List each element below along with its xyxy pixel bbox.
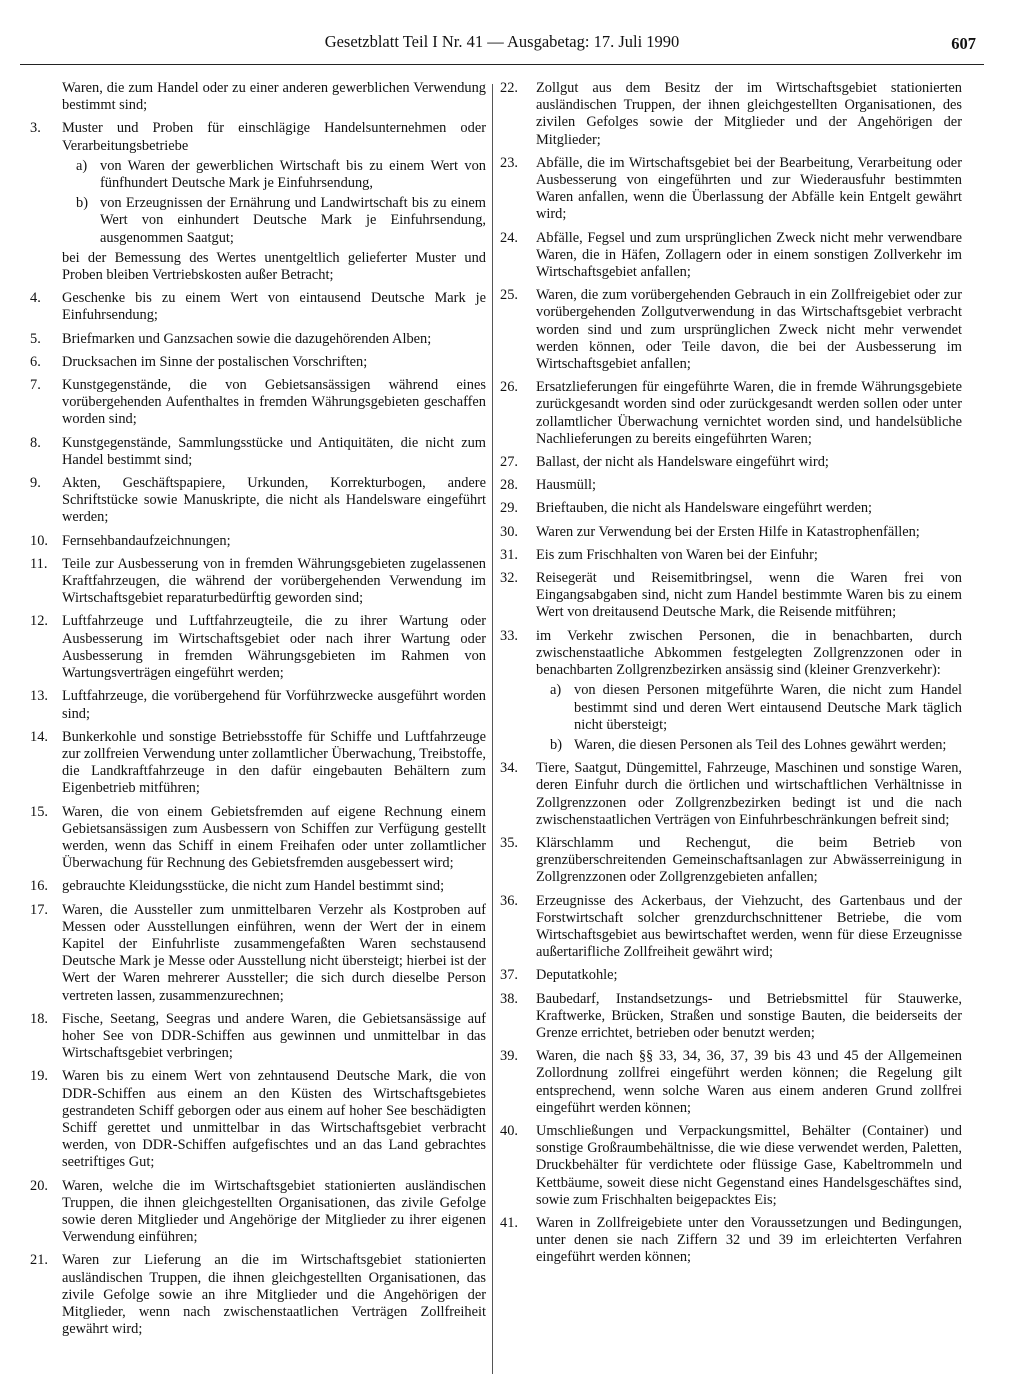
item-number: 25.	[500, 287, 518, 304]
list-item	[18, 1178, 486, 1247]
item-text: Fernsehbandaufzeichnungen;	[62, 532, 231, 549]
item-text: Fische, Seetang, Seegras und andere Waren, die Gebietsansässige auf hoher See von DDR-Schiffen aus gewinnen und unmittelbar in das Wirtschaftsgebiet verbringen;	[62, 1010, 486, 1062]
item-number: 29.	[500, 500, 518, 517]
item-number: 12.	[30, 613, 48, 630]
item-number: 18.	[30, 1010, 48, 1027]
item-number: 38.	[500, 990, 518, 1007]
left-column	[18, 80, 486, 1380]
item-text: Geschenke bis zu einem Wert von eintausend Deutsche Mark je Einfuhrsendung;	[62, 290, 486, 324]
sub-item-list	[62, 158, 486, 247]
item-text: Reisegerät und Reisemitbringsel, wenn die Waren frei von Eingangsabgaben sind, nicht zum Handel bestimmte Waren bis zu einem Wert von dreitausend Deutsche Mark, die Reisende mitführen;	[536, 570, 962, 621]
item-number: 3.	[30, 120, 41, 137]
item-text: gebrauchte Kleidungsstücke, die nicht zum Handel bestimmt sind;	[62, 878, 445, 895]
sub-item-list	[536, 682, 962, 754]
list-item	[500, 1123, 962, 1209]
item-text: Waren zur Lieferung an die im Wirtschaftsgebiet stationierten ausländischen Truppen, die ihnen gleichgestellten Organisationen, das zivile Gefolge sowie an ihre Mitglieder und die Angehörigen der Mitglieder, wenn nach zwischenstaatlichen Verträgen Zollfreiheit gewährt wird;	[62, 1252, 486, 1338]
item-text: Teile zur Ausbesserung von in fremden Währungsgebieten zugelassenen Kraftfahrzeugen, die während der vorübergehenden Verwendung im Wirtschaftsgebiet reparaturbedürftig geworden sind;	[62, 555, 486, 607]
item-number: 37.	[500, 967, 518, 984]
item-text: Waren, die zum vorübergehenden Gebrauch in ein Zollfreigebiet oder zur vorübergehenden Zollgutverwendung in das Wirtschaftsgebiet verbracht worden sind und zum ursprünglichen Zweck nicht mehr verwendet werden können, oder Teile davon, die bei der Ausbesserung im Wirtschaftsgebiet anfallen;	[536, 287, 962, 373]
item-text: Ballast, der nicht als Handelsware eingeführt wird;	[536, 454, 829, 471]
list-item	[18, 556, 486, 608]
item-number: 32.	[500, 570, 518, 587]
item-number: 21.	[30, 1252, 48, 1269]
list-item	[500, 967, 962, 984]
sub-item	[76, 195, 486, 247]
item-number: 40.	[500, 1122, 518, 1139]
list-item	[500, 379, 962, 448]
list-item	[18, 1252, 486, 1338]
item-text: Waren in Zollfreigebiete unter den Voraussetzungen und Bedingungen, unter denen sie nach Ziffern 32 und 39 im erleichterten Verfahren eingeführt werden können;	[536, 1214, 962, 1266]
item-text: Luftfahrzeuge und Luftfahrzeugteile, die zu ihrer Wartung oder Ausbesserung im Wirtschaftsgebiet oder nach ihrer Wartung oder Ausbesserung in fremden Währungsgebieten im Rahmen von Wartungsverträgen eingeführt werden;	[62, 613, 486, 682]
page-number: 607	[951, 34, 976, 53]
item-text: Zollgut aus dem Besitz der im Wirtschaftsgebiet stationierten ausländischen Truppen, der ihnen gleichgestellten Organisationen, des zivilen Gefolges sowie der Mitglieder und der Angehörigen der Mitglieder;	[536, 80, 962, 148]
item-number: 24.	[500, 229, 518, 246]
item-text: Hausmüll;	[536, 477, 596, 494]
sub-item-label: b)	[76, 195, 88, 212]
page-header	[20, 18, 984, 65]
list-item	[18, 377, 486, 429]
sub-item-label: a)	[550, 682, 562, 699]
item-text: Eis zum Frischhalten von Waren bei der Einfuhr;	[536, 546, 818, 563]
item-text: Erzeugnisse des Ackerbaus, der Viehzucht, des Gartenbaus und der Forstwirtschaft solcher grenzdurchschnittener Betriebe, die vom Wirtschaftsgebiet aus bewirtschaftet werden, wenn für diese Erzeugnisse außertarifliche Zollfreiheit gewährt wird;	[536, 892, 962, 961]
sub-item-text: von Waren der gewerblichen Wirtschaft bis zu einem Wert von fünfhundert Deutsche Mark je Einfuhrsendung,	[100, 157, 486, 192]
sub-item-text: Waren, die diesen Personen als Teil des Lohnes gewährt werden;	[574, 736, 947, 753]
item-number: 34.	[500, 760, 518, 777]
item-number: 31.	[500, 546, 518, 563]
item-text: Waren, die von einem Gebietsfremden auf eigene Rechnung einem Gebietsansässigen zum Ausbessern von Schiffen zur Verfügung gestellt werden, wenn das Schiff in einem Freihafen oder unter zollamtlicher Überwachung für Rechnung des Gebietsfremden ausgebessert wird;	[62, 803, 486, 872]
column-divider	[492, 84, 493, 1374]
item-number: 9.	[30, 475, 41, 492]
item-number: 33.	[500, 627, 518, 644]
list-item	[18, 729, 486, 798]
right-column	[500, 80, 962, 1380]
page-header-title: Gesetzblatt Teil I Nr. 41 — Ausgabetag: 17. Juli 1990	[324, 32, 680, 51]
list-item	[18, 475, 486, 527]
item-text: Muster und Proben für einschlägige Handelsunternehmen oder Verarbeitungsbetriebe	[62, 120, 486, 154]
item-text: Kunstgegenstände, Sammlungsstücke und Antiquitäten, die nicht zum Handel bestimmt sind;	[62, 434, 486, 468]
list-item	[500, 760, 962, 829]
sub-item-label: b)	[550, 736, 562, 753]
list-item	[18, 878, 486, 895]
list-item	[500, 500, 962, 517]
list-item	[500, 991, 962, 1043]
right-item-list	[500, 80, 962, 1267]
item-text: im Verkehr zwischen Personen, die in benachbarten, durch zwischenstaatliche Abkommen festgelegten Zollgrenzzonen oder in benachbarten Zollgrenzbezirken ansässig sind (kleiner Grenzverkehr):	[536, 627, 962, 679]
list-item	[500, 477, 962, 494]
item-text: Abfälle, Fegsel und zum ursprünglichen Zweck nicht mehr verwendbare Waren, die in Häfen, Zollagern oder in einem sonstigen Zollverkehr im Wirtschaftsgebiet anfallen;	[536, 229, 962, 281]
list-item	[500, 547, 962, 564]
list-item	[500, 835, 962, 887]
item-text: Abfälle, die im Wirtschaftsgebiet bei der Bearbeitung, Verarbeitung oder Ausbesserung von eingeführten und zur Wiederausfuhr bestimmten Waren anfallen, wenn die Überlassung der Abfälle kein Entgelt gewährt wird;	[536, 154, 962, 223]
item-number: 4.	[30, 290, 41, 307]
item-number: 22.	[500, 80, 518, 96]
sub-item	[550, 682, 962, 734]
item-number: 8.	[30, 434, 41, 451]
item-number: 27.	[500, 454, 518, 471]
item-number: 13.	[30, 688, 48, 705]
list-item	[18, 902, 486, 1005]
item-text: Waren, welche die im Wirtschaftsgebiet stationierten ausländischen Truppen, die ihnen gleichgestellten Organisationen, das zivile Gefolge sowie deren Mitglieder und Angehörige der Mitglieder zu ihrer eigenen Verwendung einführen;	[62, 1177, 486, 1246]
list-item	[500, 80, 962, 149]
item-number: 11.	[30, 555, 48, 572]
list-item	[500, 454, 962, 471]
sub-item-text: von Erzeugnissen der Ernährung und Landwirtschaft bis zu einem Wert von einhundert Deutsche Mark je Einfuhrsendung, ausgenommen Saatgut;	[100, 195, 486, 246]
item-text: Tiere, Saatgut, Düngemittel, Fahrzeuge, Maschinen und sonstige Waren, deren Einfuhr durch die örtlichen und wirtschaftlichen Verhältnisse in Zollgrenzzonen oder Zollgrenzbezirken bedingt ist und die nach zwischenstaatlichen Verträgen von Einfuhrbeschränkungen befreit sind;	[536, 760, 962, 828]
list-item	[500, 155, 962, 224]
item-number: 6.	[30, 353, 41, 370]
list-item	[500, 287, 962, 373]
list-item	[18, 1068, 486, 1171]
item-number: 41.	[500, 1214, 518, 1231]
item-text: Waren bis zu einem Wert von zehntausend Deutsche Mark, die von DDR-Schiffen aus einem an den Küsten des Wirtschaftsgebietes gestrandeten Schiff geborgen oder aus einem auf hoher See beschädigten Schiff gerettet und unmittelbar in das Wirtschaftsgebiet verbracht werden, von DDR-Schiffen aufgefischtes und an das Land gebrachtes seetriftiges Gut;	[62, 1068, 486, 1171]
list-item	[500, 628, 962, 754]
item-number: 36.	[500, 892, 518, 909]
item-text: Bunkerkohle und sonstige Betriebsstoffe für Schiffe und Luftfahrzeuge zur zollfreien Verwendung unter zollamtlicher Überwachung, Treibstoffe, die Landkraftfahrzeuge in den dafür eingebauten Behältern zum Eigenbetrieb mitführen;	[62, 728, 486, 797]
list-item	[18, 120, 486, 284]
item-number: 14.	[30, 728, 48, 745]
list-item	[18, 613, 486, 682]
item-number: 20.	[30, 1177, 48, 1194]
item-number: 26.	[500, 379, 518, 396]
item-number: 35.	[500, 834, 518, 851]
item-continuation: bei der Bemessung des Wertes unentgeltlich gelieferter Muster und Proben bleiben Vertriebskosten außer Betracht;	[62, 249, 486, 284]
item-text: Luftfahrzeuge, die vorübergehend für Vorführzwecke ausgeführt worden sind;	[62, 688, 486, 722]
item-number: 19.	[30, 1068, 48, 1085]
item-text: Deputatkohle;	[536, 967, 618, 984]
item-number: 17.	[30, 901, 48, 918]
sub-item	[76, 158, 486, 192]
left-item-list	[18, 120, 486, 1338]
item-number: 28.	[500, 477, 518, 494]
list-item	[500, 570, 962, 622]
item-text: Waren zur Verwendung bei der Ersten Hilfe in Katastrophenfällen;	[536, 523, 920, 540]
item-number: 39.	[500, 1048, 518, 1065]
item-text: Waren, die Aussteller zum unmittelbaren Verzehr als Kostproben auf Messen oder Ausstellungen einführen, wenn der Wert der in einem Kapitel der Einfuhrliste zusammengefaßten Waren sechstausend Deutsche Mark je Messe oder Ausstellung nicht übersteigt; hierbei ist der Wert der Waren mehrerer Aussteller; die sich durch dieselbe Person vertreten lassen, zusammenzurechnen;	[62, 901, 486, 1004]
item-text: Klärschlamm und Rechengut, die beim Betrieb von grenzüberschreitenden Gemeinschaftsanlagen zur Abwässerreinigung in Zollgrenzzonen oder Zollgrenzgebieten anfallen;	[536, 834, 962, 886]
left-column-intro: Waren, die zum Handel oder zu einer anderen gewerblichen Verwendung bestimmt sind;	[62, 80, 486, 114]
list-item	[18, 354, 486, 371]
list-item	[500, 1215, 962, 1267]
list-item	[18, 804, 486, 873]
item-text: Akten, Geschäftspapiere, Urkunden, Korrekturbogen, andere Schriftstücke sowie Manuskripte, die nicht als Handelsware eingeführt werden;	[62, 475, 486, 526]
item-number: 5.	[30, 330, 41, 347]
list-item	[500, 230, 962, 282]
item-number: 15.	[30, 803, 48, 820]
list-item	[18, 1011, 486, 1063]
list-item	[18, 688, 486, 722]
list-item	[18, 533, 486, 550]
item-number: 7.	[30, 377, 41, 394]
item-number: 10.	[30, 532, 48, 549]
item-text: Baubedarf, Instandsetzungs- und Betriebsmittel für Stauwerke, Kraftwerke, Brücken, Straßen und sonstige Bauten, die beiderseits der Grenze errichtet, betrieben oder benutzt werden;	[536, 990, 962, 1041]
list-item	[18, 290, 486, 324]
sub-item	[550, 737, 962, 754]
item-text: Umschließungen und Verpackungsmittel, Behälter (Container) und sonstige Großraumbehältnisse, die wie diese verwendet werden, Paletten, Druckbehälter für verdichtete oder flüssige Gase, Kabeltrommeln und Kettbäume, soweit diese nicht Gegenstand eines Handelsgeschäftes sind, sowie zum Frischhalten beigepacktes Eis;	[536, 1122, 962, 1208]
item-number: 23.	[500, 154, 518, 171]
item-text: Ersatzlieferungen für eingeführte Waren, die in fremde Währungsgebiete zurückgesandt worden sind oder zurückgesandt werden sollen oder unter zollamtlicher Überwachung vernichtet worden sind, und handelsübliche Nachlieferungen zu bereits eingeführten Waren;	[536, 379, 962, 447]
sub-item-text: von diesen Personen mitgeführte Waren, die nicht zum Handel bestimmt sind und deren Wert eintausend Deutsche Mark täglich nicht übersteigt;	[574, 682, 962, 733]
item-number: 30.	[500, 523, 518, 540]
item-text: Briefmarken und Ganzsachen sowie die dazugehörenden Alben;	[62, 330, 432, 347]
item-text: Brieftauben, die nicht als Handelsware eingeführt werden;	[536, 500, 873, 517]
list-item	[500, 1048, 962, 1117]
item-number: 16.	[30, 878, 48, 895]
list-item	[500, 524, 962, 541]
item-text: Drucksachen im Sinne der postalischen Vorschriften;	[62, 353, 368, 370]
list-item	[18, 435, 486, 469]
sub-item-label: a)	[76, 157, 88, 174]
list-item	[18, 331, 486, 348]
list-item	[500, 893, 962, 962]
item-text: Waren, die nach §§ 33, 34, 36, 37, 39 bis 43 und 45 der Allgemeinen Zollordnung zollfrei eingeführt werden können; die Regelung gilt entsprechend, wenn solche Waren aus einem anderen Grund zollfrei eingeführt werden können;	[536, 1048, 962, 1116]
item-text: Kunstgegenstände, die von Gebietsansässigen während eines vorübergehenden Aufenthaltes in fremden Währungsgebieten geschaffen worden sind;	[62, 377, 486, 428]
